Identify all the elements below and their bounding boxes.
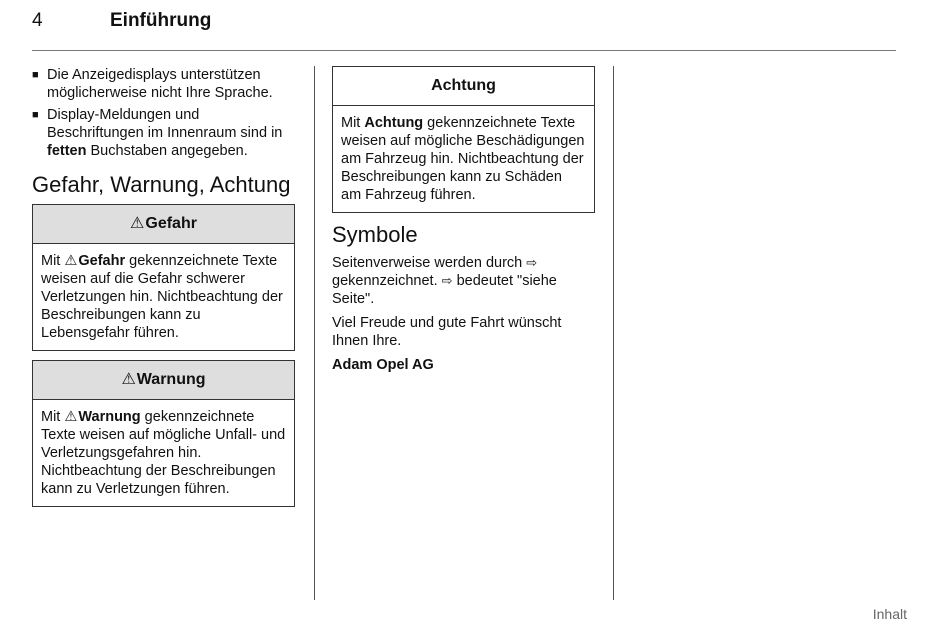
page-number: 4: [32, 10, 43, 31]
body-text: Seitenverweise werden durch: [332, 255, 527, 271]
gefahr-box-title: Gefahr: [145, 215, 197, 232]
section-heading: Symbole: [332, 222, 418, 247]
page-reference-arrow-icon: ⇨: [441, 273, 453, 288]
warning-triangle-icon: ⚠: [64, 409, 78, 425]
bullet-text: Die Anzeigedisplays unterstützen möglicherweise nicht Ihre Sprache.: [47, 67, 273, 101]
achtung-box-header: Achtung: [333, 67, 594, 106]
body-text: Mit: [41, 409, 65, 425]
body-text: gekennzeichnete Texte weisen auf die Gefahr schwerer Verletzungen hin. Nichtbeachtung der Beschreibungen kann zu Lebensgefahr führen.: [41, 253, 283, 341]
left-column: [32, 66, 295, 516]
body-text: gekennzeichnet.: [332, 273, 442, 289]
warnung-box-header: [33, 361, 294, 400]
bold-word: Achtung: [364, 115, 424, 131]
bullet-item: [32, 66, 295, 102]
section-heading: Gefahr, Warnung, Achtung: [32, 172, 291, 197]
warning-triangle-icon: ⚠: [121, 371, 136, 388]
bold-word: fetten: [47, 143, 87, 159]
gefahr-box-body: [33, 244, 294, 350]
gefahr-box-header: [33, 205, 294, 244]
closing-paragraph: Viel Freude und gute Fahrt wünscht Ihnen Ihre.: [332, 315, 562, 349]
middle-column: [332, 66, 595, 374]
bullet-item: [32, 106, 295, 160]
body-text: bedeutet "siehe Seite".: [332, 273, 557, 307]
gefahr-box: [32, 204, 295, 351]
header-divider: [32, 50, 896, 51]
intro-bullet-list: [32, 66, 295, 160]
body-text: Mit: [341, 115, 365, 131]
symbole-paragraph: [332, 254, 595, 308]
column-divider-right: [613, 66, 614, 600]
bullet-text: Buchstaben angegeben.: [86, 143, 248, 159]
warning-triangle-icon: ⚠: [64, 253, 78, 269]
table-of-contents-link[interactable]: Inhalt: [872, 606, 907, 622]
warnung-box-body: [33, 400, 294, 506]
body-text: gekennzeichnete Texte weisen auf mögliche Unfall- und Verletzungsgefahren hin. Nichtbeachtung der Beschreibungen kann zu Verletzungen führen.: [41, 409, 286, 497]
bold-word: Warnung: [78, 409, 141, 425]
achtung-box-body: [333, 106, 594, 212]
warnung-box: [32, 360, 295, 507]
column-divider-left: [314, 66, 315, 600]
company-name: Adam Opel AG: [332, 357, 434, 373]
bullet-square-icon: ■: [32, 69, 39, 81]
bullet-square-icon: ■: [32, 109, 39, 121]
warnung-box-title: Warnung: [136, 371, 206, 388]
warning-triangle-icon: ⚠: [130, 215, 145, 232]
page-reference-arrow-icon: ⇨: [526, 255, 538, 270]
body-text: Mit: [41, 253, 65, 269]
page-title: Einführung: [110, 10, 212, 31]
body-text: gekennzeichnete Texte weisen auf mögliche Beschädigungen am Fahrzeug hin. Nichtbeachtung der Beschreibungen kann zu Schäden am Fahrzeug führen.: [341, 115, 585, 203]
bold-word: Gefahr: [78, 253, 126, 269]
achtung-box: [332, 66, 595, 213]
bullet-text: Display-Meldungen und Beschriftungen im Innenraum sind in: [47, 107, 283, 141]
